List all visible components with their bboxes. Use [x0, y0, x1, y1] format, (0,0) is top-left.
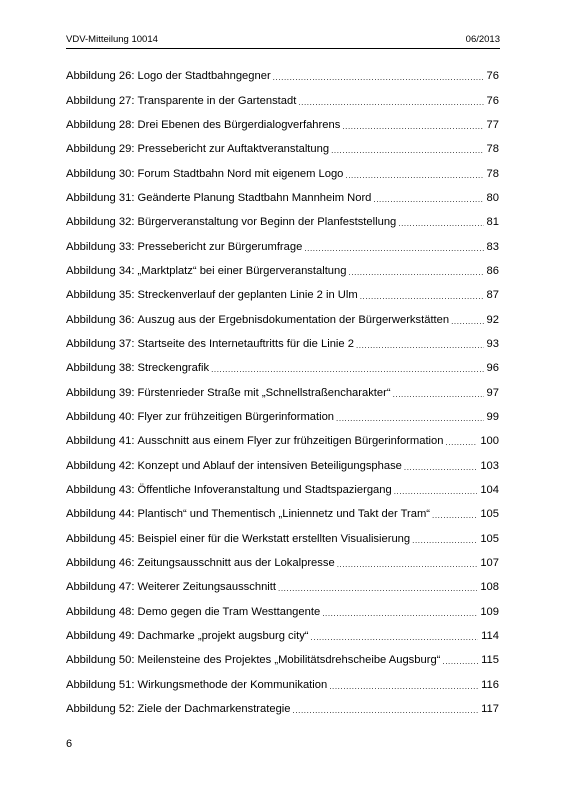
toc-entry-title: Demo gegen die Tram Westtangente [137, 605, 321, 618]
toc-entry-page: 105 [480, 508, 499, 521]
toc-dot-leader [348, 266, 483, 280]
toc-entry-title: Weiterer Zeitungsausschnitt [137, 581, 277, 594]
toc-dot-leader [373, 193, 483, 207]
toc-entry-number: Abbildung 48: [66, 605, 135, 618]
toc-entry-title: Beispiel einer für die Werkstatt erstellten Visualisierung [137, 532, 411, 545]
toc-entry-page: 100 [480, 435, 499, 448]
toc-entry-number: Abbildung 28: [66, 118, 135, 131]
toc-entry-title: Wirkungsmethode der Kommunikation [137, 678, 328, 691]
toc-entry-number: Abbildung 30: [66, 167, 135, 180]
toc-dot-leader [329, 680, 478, 694]
toc-dot-leader [336, 412, 484, 426]
toc-entry-page: 108 [480, 581, 499, 594]
toc-entry[interactable] [66, 697, 499, 721]
toc-dot-leader [394, 485, 478, 499]
toc-entry-number: Abbildung 47: [66, 581, 135, 594]
toc-entry-title: Plantisch“ und Thementisch „Liniennetz und Takt der Tram“ [137, 508, 431, 521]
toc-entry-page: 97 [486, 386, 499, 399]
toc-entry-title: Bürgerveranstaltung vor Beginn der Planfeststellung [137, 216, 397, 229]
toc-entry-number: Abbildung 37: [66, 337, 135, 350]
toc-entry-page: 78 [486, 167, 499, 180]
toc-entry-number: Abbildung 38: [66, 362, 135, 375]
toc-entry-number: Abbildung 27: [66, 94, 135, 107]
toc-entry-number: Abbildung 26: [66, 70, 135, 83]
toc-dot-leader [393, 388, 484, 402]
toc-entry-number: Abbildung 50: [66, 654, 135, 667]
toc-entry[interactable] [66, 356, 499, 380]
toc-entry-number: Abbildung 35: [66, 289, 135, 302]
toc-entry-page: 93 [486, 337, 499, 350]
toc-entry[interactable] [66, 161, 499, 185]
toc-entry-number: Abbildung 52: [66, 703, 135, 716]
toc-entry[interactable] [66, 673, 499, 697]
toc-entry-number: Abbildung 45: [66, 532, 135, 545]
toc-entry[interactable] [66, 332, 499, 356]
header-rule [66, 48, 500, 49]
toc-entry-page: 78 [486, 143, 499, 156]
toc-entry-number: Abbildung 29: [66, 143, 135, 156]
document-title: VDV-Mitteilung 10014 [66, 34, 158, 45]
toc-dot-leader [273, 71, 484, 85]
toc-entry-title: Konzept und Ablauf der intensiven Beteiligungsphase [137, 459, 402, 472]
toc-entry-page: 115 [481, 654, 499, 667]
toc-entry[interactable] [66, 575, 499, 599]
toc-entry-page: 86 [486, 264, 499, 277]
toc-entry-title: Streckenverlauf der geplanten Linie 2 in Ulm [137, 289, 358, 302]
toc-entry-page: 77 [486, 118, 499, 131]
toc-dot-leader [398, 217, 483, 231]
toc-dot-leader [432, 509, 477, 523]
document-date: 06/2013 [465, 34, 500, 45]
toc-entry-number: Abbildung 49: [66, 630, 135, 643]
toc-entry-page: 76 [486, 70, 499, 83]
toc-entry[interactable] [66, 527, 499, 551]
page-number: 6 [66, 738, 73, 750]
toc-entry-title: Ausschnitt aus einem Flyer zur frühzeitigen Bürgerinformation [137, 435, 444, 448]
toc-entry-title: Startseite des Internetauftritts für die Linie 2 [137, 337, 354, 350]
toc-entry-title: Meilensteine des Projektes „Mobilitätsdrehscheibe Augsburg“ [137, 654, 441, 667]
toc-dot-leader [356, 339, 484, 353]
toc-dot-leader [404, 461, 477, 475]
toc-entry-title: Auszug aus der Ergebnisdokumentation der Bürgerwerkstätten [137, 313, 450, 326]
toc-entry-number: Abbildung 43: [66, 484, 135, 497]
toc-entry-page: 92 [486, 313, 499, 326]
toc-dot-leader [337, 558, 478, 572]
toc-entry-page: 107 [480, 557, 499, 570]
toc-dot-leader [311, 631, 479, 645]
toc-entry-title: „Marktplatz“ bei einer Bürgerveranstaltung [137, 264, 347, 277]
toc-entry-title: Ziele der Dachmarkenstrategie [137, 703, 291, 716]
toc-entry-page: 81 [486, 216, 499, 229]
toc-dot-leader [445, 436, 477, 450]
toc-entry-page: 109 [480, 605, 499, 618]
toc-entry-title: Flyer zur frühzeitigen Bürgerinformation [137, 410, 335, 423]
toc-entry[interactable] [66, 405, 499, 429]
toc-dot-leader [211, 363, 483, 377]
toc-entry-title: Logo der Stadtbahngegner [137, 70, 271, 83]
toc-entry-number: Abbildung 44: [66, 508, 135, 521]
toc-entry-title: Fürstenrieder Straße mit „Schnellstraßencharakter“ [137, 386, 391, 399]
toc-entry-number: Abbildung 36: [66, 313, 135, 326]
toc-entry[interactable] [66, 88, 499, 112]
toc-entry-page: 99 [486, 410, 499, 423]
toc-entry[interactable] [66, 502, 499, 526]
page-header [66, 34, 500, 48]
toc-dot-leader [331, 144, 483, 158]
toc-entry-title: Pressebericht zur Auftaktveranstaltung [137, 143, 330, 156]
toc-entry[interactable] [66, 283, 499, 307]
toc-entry-page: 80 [486, 191, 499, 204]
toc-dot-leader [298, 96, 483, 110]
toc-entry-page: 96 [486, 362, 499, 375]
toc-entry-title: Forum Stadtbahn Nord mit eigenem Logo [137, 167, 344, 180]
toc-dot-leader [412, 534, 477, 548]
toc-entry[interactable] [66, 113, 499, 137]
toc-entry-page: 83 [486, 240, 499, 253]
toc-entry-page: 87 [486, 289, 499, 302]
toc-dot-leader [304, 242, 483, 256]
toc-entry[interactable] [66, 478, 499, 502]
toc-entry[interactable] [66, 259, 499, 283]
toc-entry[interactable] [66, 210, 499, 234]
toc-dot-leader [451, 315, 483, 329]
toc-entry[interactable] [66, 234, 499, 258]
toc-entry[interactable] [66, 186, 499, 210]
toc-entry-title: Öffentliche Infoveranstaltung und Stadtspaziergang [137, 484, 392, 497]
toc-dot-leader [342, 120, 483, 134]
toc-entry-title: Transparente in der Gartenstadt [137, 94, 297, 107]
toc-entry-number: Abbildung 34: [66, 264, 135, 277]
toc-entry-title: Dachmarke „projekt augsburg city“ [137, 630, 309, 643]
toc-dot-leader [360, 290, 484, 304]
toc-entry-page: 105 [480, 532, 499, 545]
toc-entry-page: 103 [480, 459, 499, 472]
toc-entry-number: Abbildung 40: [66, 410, 135, 423]
toc-entry-number: Abbildung 46: [66, 557, 135, 570]
toc-entry[interactable] [66, 429, 499, 453]
toc-entry[interactable] [66, 137, 499, 161]
toc-entry[interactable] [66, 624, 499, 648]
toc-entry-page: 76 [486, 94, 499, 107]
toc-entry-page: 117 [481, 703, 499, 716]
list-of-figures [66, 64, 499, 721]
toc-entry-number: Abbildung 41: [66, 435, 135, 448]
toc-dot-leader [293, 704, 479, 718]
toc-entry-page: 116 [481, 678, 499, 691]
toc-dot-leader [442, 655, 478, 669]
toc-entry[interactable] [66, 380, 499, 404]
toc-entry-number: Abbildung 39: [66, 386, 135, 399]
toc-entry[interactable] [66, 551, 499, 575]
toc-entry[interactable] [66, 454, 499, 478]
toc-dot-leader [345, 169, 483, 183]
toc-entry-number: Abbildung 33: [66, 240, 135, 253]
toc-entry[interactable] [66, 648, 499, 672]
toc-entry[interactable] [66, 600, 499, 624]
toc-entry-title: Zeitungsausschnitt aus der Lokalpresse [137, 557, 335, 570]
toc-entry[interactable] [66, 64, 499, 88]
toc-entry-title: Streckengrafik [137, 362, 210, 375]
toc-entry-title: Drei Ebenen des Bürgerdialogverfahrens [137, 118, 341, 131]
toc-entry-title: Pressebericht zur Bürgerumfrage [137, 240, 303, 253]
toc-entry-number: Abbildung 31: [66, 191, 135, 204]
toc-dot-leader [322, 607, 477, 621]
toc-entry-page: 114 [481, 630, 499, 643]
toc-entry-number: Abbildung 51: [66, 678, 135, 691]
toc-entry-page: 104 [480, 484, 499, 497]
toc-dot-leader [278, 582, 477, 596]
toc-entry-title: Geänderte Planung Stadtbahn Mannheim Nord [137, 191, 372, 204]
toc-entry-number: Abbildung 32: [66, 216, 135, 229]
toc-entry-number: Abbildung 42: [66, 459, 135, 472]
toc-entry[interactable] [66, 307, 499, 331]
